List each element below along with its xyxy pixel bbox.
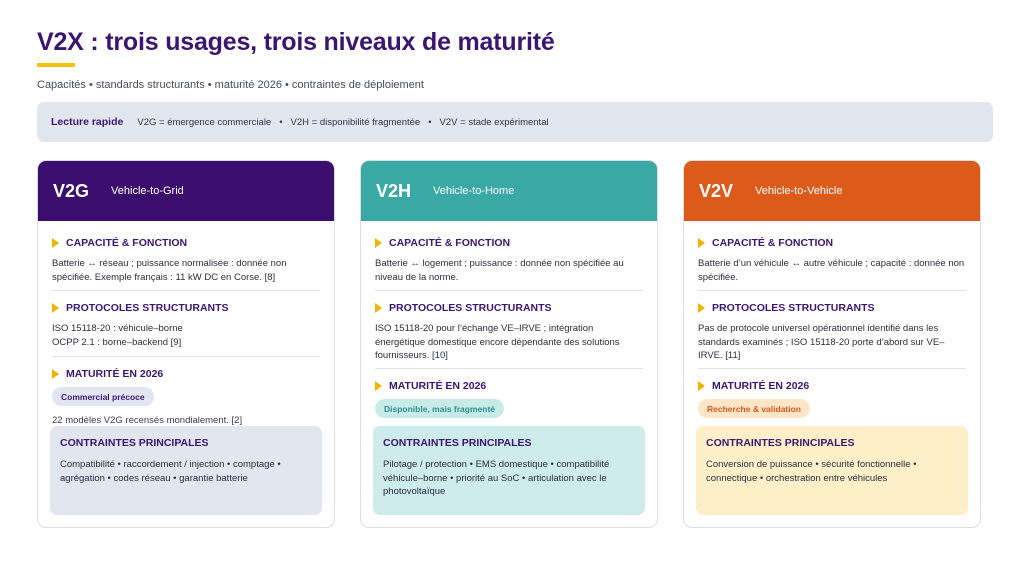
section-title: MATURITÉ EN 2026 — [66, 368, 164, 380]
quick-read-label: Lecture rapide — [51, 116, 124, 128]
constraints-box — [50, 426, 322, 515]
quick-read-item-v2v: V2V = stade expérimental — [439, 116, 549, 128]
arrow-icon — [375, 303, 382, 313]
section-maturite — [52, 368, 320, 380]
divider — [52, 356, 320, 357]
section-protocoles — [698, 302, 966, 363]
section-title: MATURITÉ EN 2026 — [712, 380, 810, 392]
section-text: Batterie d’un véhicule ↔ autre véhicule ; capacité : donnée non spécifiée. — [698, 258, 965, 283]
card-v2g — [37, 160, 335, 528]
constraints-text: Conversion de puissance • sécurité fonctionnelle • connectique • orchestration entre véhicules — [706, 459, 917, 484]
section-capacite — [375, 237, 643, 284]
section-title: CAPACITÉ & FONCTION — [712, 237, 834, 249]
section-text: Batterie ↔ logement ; puissance : donnée non spécifiée au niveau de la norme. — [375, 258, 624, 283]
constraints-text: Pilotage / protection • EMS domestique • compatibilité véhicule–borne • priorité au SoC • articulation avec le photovoltaïque — [383, 459, 610, 497]
section-text: Pas de protocole universel opérationnel identifié dans les standards examinés ; ISO 15118-20 porte d’abord sur VE–IRVE. [11] — [698, 323, 945, 361]
divider — [52, 290, 320, 291]
divider — [698, 368, 966, 369]
constraints-text: Compatibilité • raccordement / injection • comptage • agrégation • codes réseau • garantie batterie — [60, 459, 281, 484]
section-maturite — [375, 380, 643, 392]
section-title: MATURITÉ EN 2026 — [389, 380, 487, 392]
card-code: V2V — [699, 180, 734, 201]
card-v2h — [360, 160, 658, 528]
card-header — [361, 161, 657, 221]
section-title: CAPACITÉ & FONCTION — [389, 237, 511, 249]
arrow-icon — [698, 303, 705, 313]
quick-read-banner — [37, 102, 993, 142]
card-v2v — [683, 160, 981, 528]
arrow-icon — [375, 381, 382, 391]
constraints-title: CONTRAINTES PRINCIPALES — [383, 437, 532, 449]
section-text: ISO 15118-20 pour l’échange VE–IRVE ; intégration énergétique domestique encore dépendante des solutions fournisseurs. [10] — [375, 323, 620, 361]
page-title: V2X : trois usages, trois niveaux de maturité — [37, 28, 555, 56]
section-title: CAPACITÉ & FONCTION — [66, 237, 188, 249]
maturity-badge: Disponible, mais fragmenté — [375, 399, 504, 418]
divider — [375, 368, 643, 369]
arrow-icon — [698, 238, 705, 248]
card-code: V2G — [53, 180, 90, 201]
card-code: V2H — [376, 180, 412, 201]
divider — [698, 290, 966, 291]
section-text: Batterie ↔ réseau ; puissance normalisée : donnée non spécifiée. Exemple français : 11 kW DC en Corse. [8] — [52, 258, 287, 283]
arrow-icon — [375, 238, 382, 248]
arrow-icon — [698, 381, 705, 391]
section-maturite — [698, 380, 966, 392]
page-subtitle: Capacités • standards structurants • maturité 2026 • contraintes de déploiement — [37, 79, 424, 91]
section-title: PROTOCOLES STRUCTURANTS — [389, 302, 552, 314]
maturity-badge: Recherche & validation — [698, 399, 810, 418]
card-name: Vehicle-to-Home — [433, 185, 515, 197]
protocol-line: OCPP 2.1 : borne–backend [9] — [52, 336, 182, 348]
divider — [375, 290, 643, 291]
card-name: Vehicle-to-Grid — [111, 185, 184, 197]
constraints-box — [373, 426, 645, 515]
quick-read-item-v2h: V2H = disponibilité fragmentée — [290, 116, 421, 128]
arrow-icon — [52, 303, 59, 313]
section-title: PROTOCOLES STRUCTURANTS — [712, 302, 875, 314]
section-capacite — [52, 237, 320, 284]
constraints-box — [696, 426, 968, 515]
card-header — [684, 161, 980, 221]
maturity-badge: Commercial précoce — [52, 387, 154, 406]
constraints-title: CONTRAINTES PRINCIPALES — [60, 437, 209, 449]
quick-read-item-v2g: V2G = émergence commerciale — [137, 116, 272, 128]
constraints-title: CONTRAINTES PRINCIPALES — [706, 437, 855, 449]
protocol-line: ISO 15118-20 : véhicule–borne — [52, 323, 183, 334]
section-title: PROTOCOLES STRUCTURANTS — [66, 302, 229, 314]
card-header — [38, 161, 334, 221]
card-name: Vehicle-to-Vehicle — [755, 185, 843, 197]
title-underline — [37, 63, 75, 67]
section-capacite — [698, 237, 966, 284]
section-text — [52, 322, 320, 349]
maturity-note: 22 modèles V2G recensés mondialement. [2] — [52, 415, 243, 426]
arrow-icon — [52, 369, 59, 379]
quick-read-separator: • — [428, 116, 432, 128]
section-protocoles — [52, 302, 320, 349]
quick-read-separator: • — [279, 116, 283, 128]
arrow-icon — [52, 238, 59, 248]
section-protocoles — [375, 302, 643, 363]
